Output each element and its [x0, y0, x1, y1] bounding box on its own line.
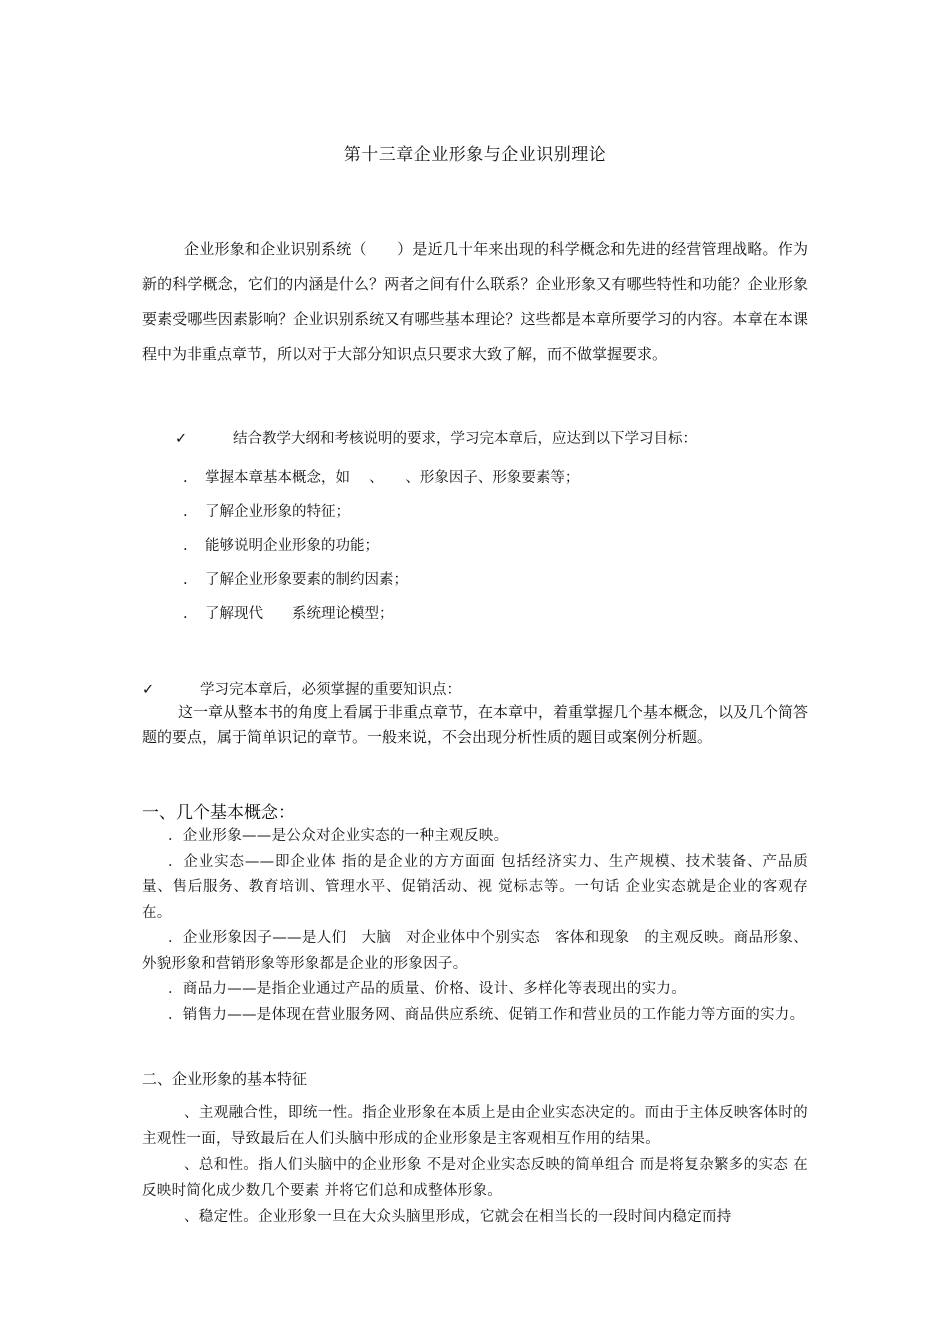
feature-item: 、主观融合性，即统一性。指企业形象在本质上是由企业实态决定的。而由于主体反映客体时的主观性一面，导致最后在人们头脑中形成的企业形象是主客观相互作用的结果。	[142, 1105, 808, 1147]
bullet-dot: .	[183, 470, 188, 486]
list-item	[183, 604, 579, 638]
check-icon: ✓	[175, 431, 188, 447]
concept-item: ．商品力——是指企业通过产品的质量、价格、设计、多样化等表现出的实力。	[168, 981, 686, 997]
concept-item: ．企业形象因子——是人们 大脑 对企业体中个别实态 客体和现象 的主观反映。商品形象、外貌形象和营销形象等形象都是企业的形象因子。	[142, 930, 808, 972]
section-heading-concepts: 一、几个基本概念：	[142, 803, 295, 823]
list-item	[183, 536, 579, 570]
feature-item: 、总和性。指人们头脑中的企业形象 不是对企业实态反映的简单组合 而是将复杂繁多的实态 在反映时简化成少数几个要素 并将它们总和成整体形象。	[142, 1157, 808, 1199]
learning-goals-heading	[175, 427, 697, 448]
concept-item: ．企业实态——即企业体 指的是企业的方方面面 包括经济实力、生产规模、技术装备、产品质量、售后服务、教育培训、管理水平、促销活动、视 觉标志等。一句话 企业实态就是企业的客观存在。	[142, 853, 808, 921]
learning-goals-list	[183, 468, 579, 638]
learning-goals-heading-text: 结合教学大纲和考核说明的要求，学习完本章后，应达到以下学习目标：	[233, 431, 697, 447]
bullet-dot: .	[183, 572, 188, 588]
key-points-paragraph	[142, 700, 808, 750]
key-points-text: 这一章从整本书的角度上看属于非重点章节，在本章中，着重掌握几个基本概念，以及几个简答题的要点，属于简单识记的章节。一般来说，不会出现分析性质的题目或案例分析题。	[142, 703, 809, 746]
concepts-list	[142, 824, 808, 1028]
goal-text: 了解现代 系统理论模型；	[205, 606, 394, 622]
key-points-heading	[142, 678, 461, 699]
key-points-heading-text: 学习完本章后，必须掌握的重要知识点：	[200, 682, 461, 698]
concept-item: ．企业形象——是公众对企业实态的一种主观反映。	[168, 828, 509, 844]
goal-text: 了解企业形象要素的制约因素；	[205, 572, 408, 588]
intro-paragraph: 企业形象和企业识别系统（ ）是近几十年来出现的科学概念和先进的经营管理战略。作为新的科学概念，它们的内涵是什么？两者之间有什么联系？企业形象又有哪些特性和功能？企业形象要素受哪些因素影响？企业识别系统又有哪些基本理论？这些都是本章所要学习的内容。本章在本课程中为非重点章节，所以对于大部分知识点只要求大致了解，而不做掌握要求。	[142, 240, 808, 363]
goal-text: 掌握本章基本概念，如 、 、形象因子、形象要素等；	[205, 470, 580, 486]
concept-item: ．销售力——是体现在营业服务网、商品供应系统、促销工作和营业员的工作能力等方面的实力。	[168, 1006, 805, 1023]
list-item	[183, 502, 579, 536]
goal-text: 了解企业形象的特征；	[205, 504, 350, 520]
check-icon: ✓	[142, 682, 155, 698]
bullet-dot: .	[183, 504, 188, 520]
bullet-dot: .	[183, 538, 188, 554]
section-heading-features: 二、企业形象的基本特征	[142, 1070, 308, 1088]
goal-text: 能够说明企业形象的功能；	[205, 538, 379, 554]
list-item	[183, 570, 579, 604]
features-list	[142, 1100, 808, 1230]
feature-item: 、稳定性。企业形象一旦在大众头脑里形成，它就会在相当长的一段时间内稳定而持	[184, 1209, 732, 1225]
chapter-title: 第十三章企业形象与企业识别理论	[343, 145, 607, 165]
bullet-dot: .	[183, 606, 188, 622]
list-item	[183, 468, 579, 502]
